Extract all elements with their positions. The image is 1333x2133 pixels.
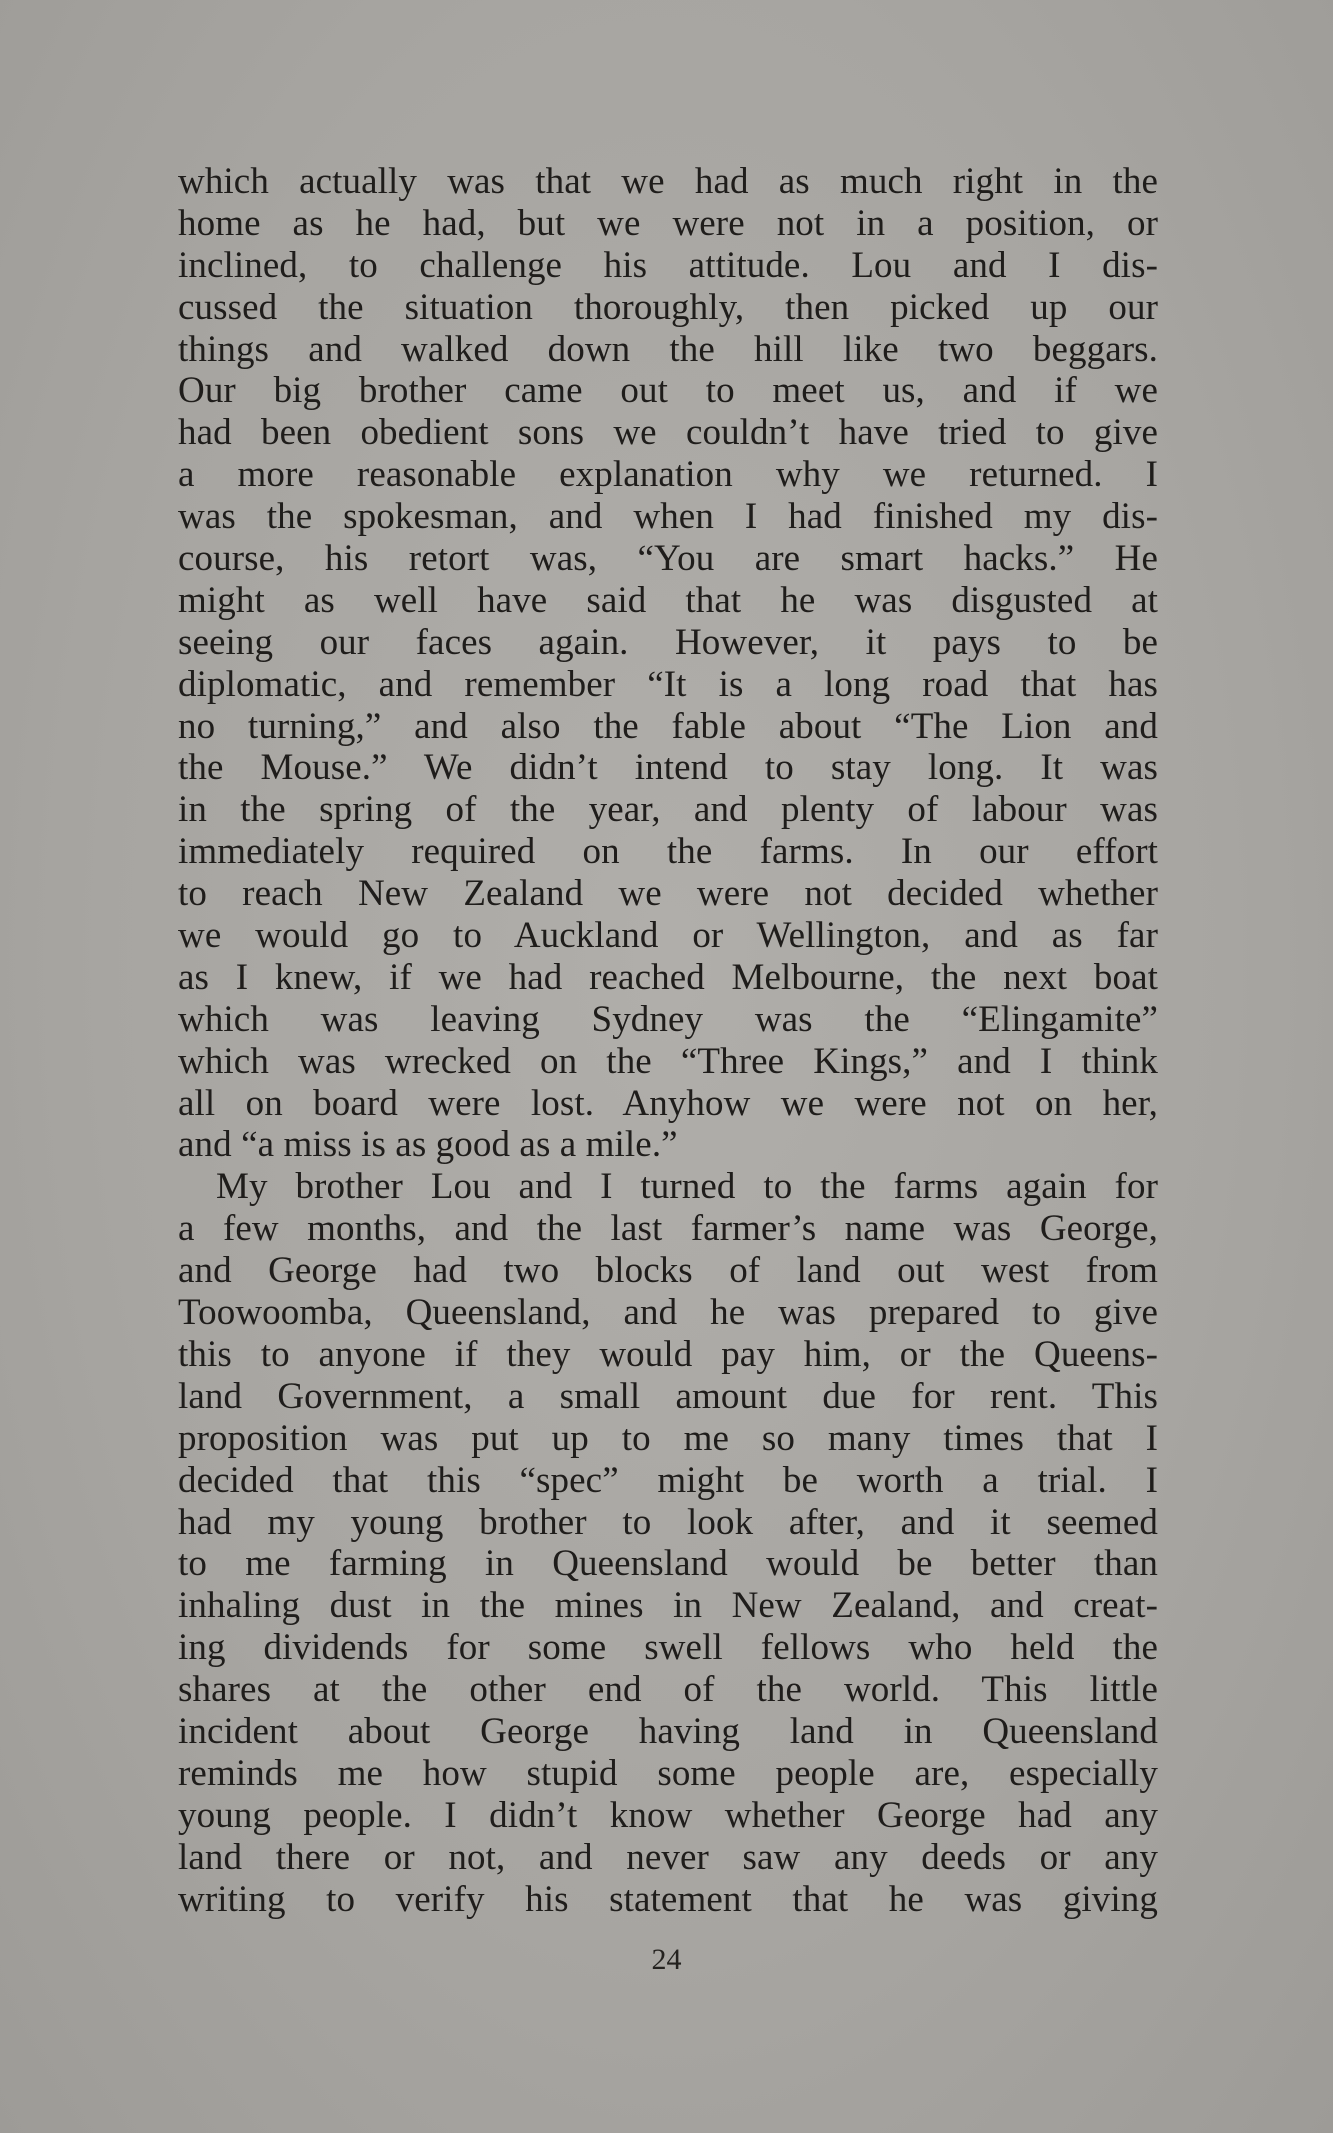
page-number: 24 [651, 1943, 682, 1976]
text-line: this to anyone if they would pay him, or the Queens- [178, 1333, 1158, 1375]
text-line: inhaling dust in the mines in New Zealand, and creat- [178, 1585, 1158, 1627]
text-line: course, his retort was, “You are smart hacks.” He [178, 538, 1158, 580]
text-line: diplomatic, and remember “It is a long road that has [178, 663, 1158, 705]
text-line: to reach New Zealand we were not decided whether [178, 873, 1158, 915]
text-line: the Mouse.” We didn’t intend to stay long. It was [178, 747, 1158, 789]
text-line: we would go to Auckland or Wellington, and as far [178, 915, 1158, 957]
text-line: all on board were lost. Anyhow we were not on her, [178, 1082, 1158, 1124]
text-line: to me farming in Queensland would be better than [178, 1543, 1158, 1585]
text-line: a more reasonable explanation why we returned. I [178, 454, 1158, 496]
text-line: Toowoomba, Queensland, and he was prepared to give [178, 1292, 1158, 1334]
text-line: was the spokesman, and when I had finished my dis- [178, 496, 1158, 538]
text-line: reminds me how stupid some people are, especially [178, 1752, 1158, 1794]
text-line: which was leaving Sydney was the “Elingamite” [178, 998, 1158, 1040]
text-line: Our big brother came out to meet us, and if we [178, 370, 1158, 412]
text-line: decided that this “spec” might be worth a trial. I [178, 1459, 1158, 1501]
text-line: incident about George having land in Queensland [178, 1710, 1158, 1752]
text-line: land there or not, and never saw any deeds or any [178, 1836, 1158, 1878]
text-line: a few months, and the last farmer’s name was George, [178, 1208, 1158, 1250]
text-line: might as well have said that he was disgusted at [178, 579, 1158, 621]
text-line: young people. I didn’t know whether George had any [178, 1794, 1158, 1836]
text-line: shares at the other end of the world. This little [178, 1669, 1158, 1711]
text-line: home as he had, but we were not in a position, or [178, 202, 1158, 244]
text-line: and George had two blocks of land out west from [178, 1250, 1158, 1292]
text-line: had been obedient sons we couldn’t have tried to give [178, 412, 1158, 454]
text-line: immediately required on the farms. In our effort [178, 831, 1158, 873]
text-line: which was wrecked on the “Three Kings,” and I think [178, 1040, 1158, 1082]
text-line: writing to verify his statement that he was giving [178, 1878, 1158, 1920]
text-line: land Government, a small amount due for rent. This [178, 1375, 1158, 1417]
text-line: as I knew, if we had reached Melbourne, the next boat [178, 956, 1158, 998]
text-line: seeing our faces again. However, it pays to be [178, 621, 1158, 663]
text-line: had my young brother to look after, and it seemed [178, 1501, 1158, 1543]
body-text [178, 161, 1158, 1920]
text-line: My brother Lou and I turned to the farms again for [216, 1166, 1158, 1208]
text-line: things and walked down the hill like two beggars. [178, 328, 1158, 370]
text-line: inclined, to challenge his attitude. Lou and I dis- [178, 244, 1158, 286]
text-line: ing dividends for some swell fellows who held the [178, 1627, 1158, 1669]
text-line: no turning,” and also the fable about “The Lion and [178, 705, 1158, 747]
text-line: in the spring of the year, and plenty of labour was [178, 789, 1158, 831]
text-line: and “a miss is as good as a mile.” [178, 1124, 678, 1166]
text-line: which actually was that we had as much right in the [178, 161, 1158, 202]
text-line: cussed the situation thoroughly, then picked up our [178, 286, 1158, 328]
text-line: proposition was put up to me so many times that I [178, 1417, 1158, 1459]
